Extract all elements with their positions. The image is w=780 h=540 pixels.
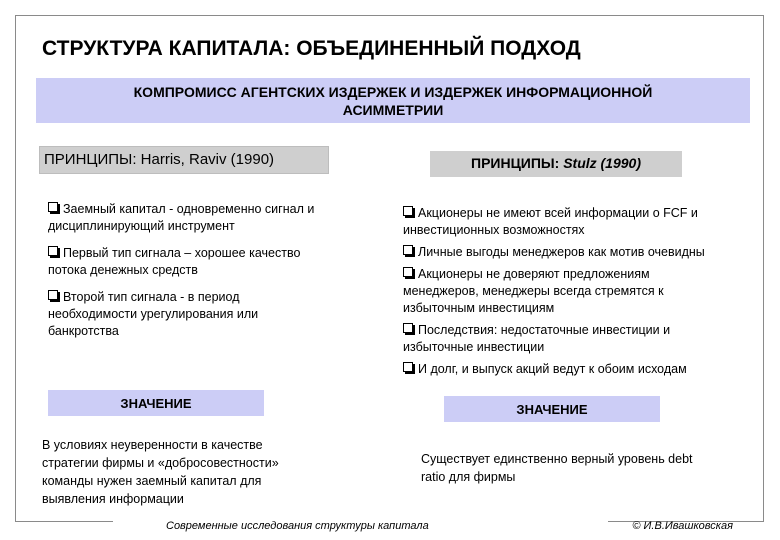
left-bullet-list	[48, 201, 378, 350]
list-item: Второй тип сигнала - в период необходимости урегулирования или банкротства	[48, 290, 259, 338]
checkbox-bullet-icon	[48, 290, 58, 300]
list-item: Личные выгоды менеджеров как мотив очевидны	[403, 244, 753, 261]
list-item: Первый тип сигнала – хорошее качество потока денежных средств	[48, 246, 301, 277]
checkbox-bullet-icon	[403, 206, 413, 216]
left-principles-box	[39, 146, 329, 174]
right-value-label: ЗНАЧЕНИЕ	[444, 396, 660, 422]
list-item: Последствия: недостаточные инвестиции и избыточные инвестиции	[403, 323, 671, 354]
left-value-label: ЗНАЧЕНИЕ	[48, 390, 264, 416]
left-value-text: В условиях неуверенности в качестве стратегии фирмы и «добросовестности» команды нужен заемный капитал для выявления информации	[42, 438, 279, 506]
checkbox-bullet-icon	[403, 245, 413, 255]
checkbox-bullet-icon	[403, 267, 413, 277]
subtitle-line-2: АСИММЕТРИИ	[342, 102, 444, 118]
list-item: Заемный капитал - одновременно сигнал и дисциплинирующий инструмент	[48, 202, 315, 233]
right-principles-label: ПРИНЦИПЫ:	[471, 155, 564, 171]
left-principles-label: ПРИНЦИПЫ	[44, 151, 133, 168]
list-item: Акционеры не имеют всей информации о FCF и инвестиционных возможностях	[403, 206, 698, 237]
subtitle-line-1: КОМПРОМИСС АГЕНТСКИХ ИЗДЕРЖЕК И ИЗДЕРЖЕК ИНФОРМАЦИОННОЙ	[133, 84, 653, 100]
list-item: Акционеры не доверяют предложениям менеджеров, менеджеры всегда стремятся к избыточным инвестициям	[403, 267, 664, 315]
right-principles-ref: Stulz (1990)	[563, 155, 641, 171]
right-value-text: Существует единственно верный уровень debt ratio для фирмы	[421, 452, 693, 484]
checkbox-bullet-icon	[403, 323, 413, 333]
right-principles-box	[430, 151, 682, 177]
right-bullet-list	[403, 205, 753, 383]
left-principles-ref: : Harris, Raviv (1990)	[132, 151, 275, 168]
checkbox-bullet-icon	[48, 202, 58, 212]
checkbox-bullet-icon	[48, 246, 58, 256]
checkbox-bullet-icon	[403, 362, 413, 372]
footer-course-title: Современные исследования структуры капитала	[166, 520, 429, 532]
list-item: И долг, и выпуск акций ведут к обоим исходам	[403, 361, 753, 378]
slide-title: СТРУКТУРА КАПИТАЛА: ОБЪЕДИНЕННЫЙ ПОДХОД	[42, 37, 581, 60]
footer-copyright: © И.В.Ивашковская	[632, 520, 733, 532]
subtitle-box	[36, 78, 750, 123]
